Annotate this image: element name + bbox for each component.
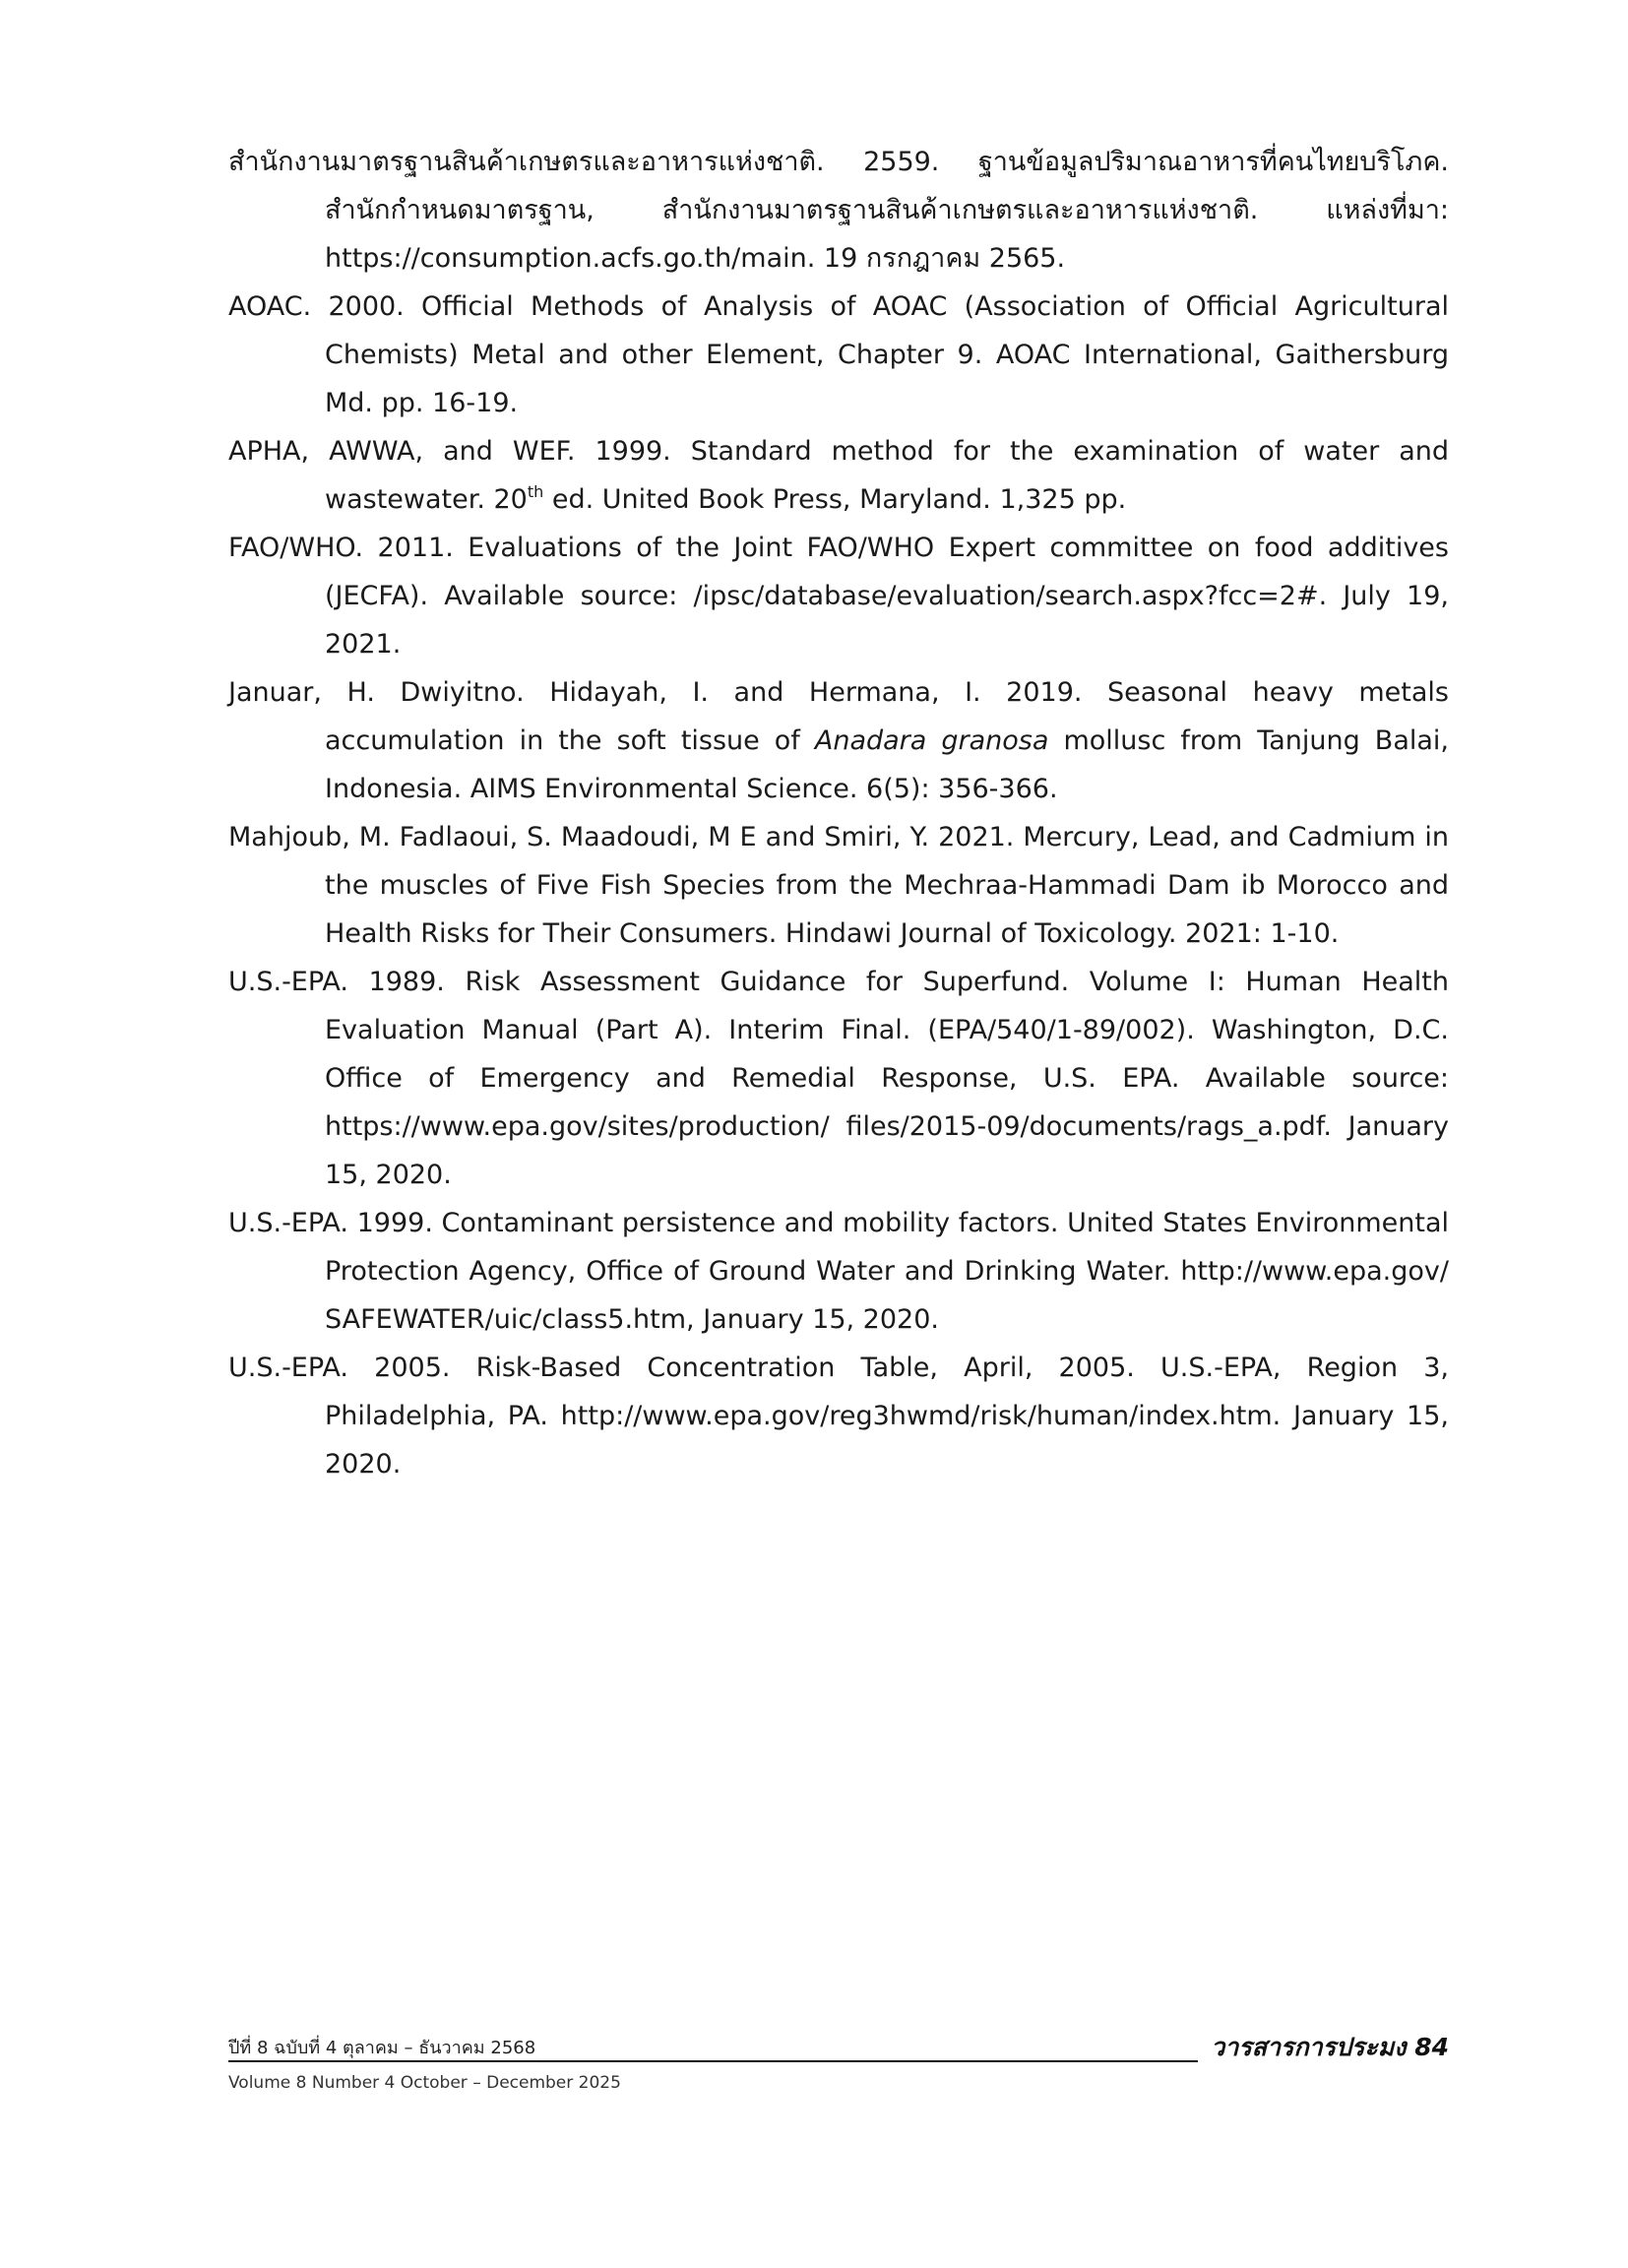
reference-entry-usepa-1999: U.S.-EPA. 1999. Contaminant persistence and mobility factors. United States Environmental Protection Agency, Office of Ground Water and Drinking Water. http://www.epa.gov/ SAFEWATER/uic/class5.htm, January 15, 2020. xyxy=(228,1208,1449,1335)
reference-entry-januar xyxy=(228,668,1449,813)
reference-text: mollusc from Tanjung Balai, Indonesia. AIMS Environmental Science. 6(5): 356-366. xyxy=(325,725,1449,804)
issue-info-english: Volume 8 Number 4 October – December 2025 xyxy=(228,2073,621,2093)
reference-text: APHA, AWWA, and WEF. 1999. Standard method for the examination of water and wastewater. 20 xyxy=(228,436,1449,515)
species-name: Anadara granosa xyxy=(814,725,1049,756)
reference-entry-fao-who: FAO/WHO. 2011. Evaluations of the Joint FAO/WHO Expert committee on food additives (JECFA). Available source: /ipsc/database/evaluation/search.aspx?fcc=2#. July 19, 2021. xyxy=(228,533,1449,660)
superscript-text: th xyxy=(527,482,544,501)
reference-entry-aoac: AOAC. 2000. Official Methods of Analysis of AOAC (Association of Official Agricultural Chemists) Metal and other Element, Chapter 9. AOAC International, Gaithersburg Md. pp. 16-19. xyxy=(228,291,1449,418)
reference-text: Januar, H. Dwiyitno. Hidayah, I. and Hermana, I. 2019. Seasonal heavy metals accumulation in the soft tissue of xyxy=(228,677,1449,756)
reference-entry-usepa-2005: U.S.-EPA. 2005. Risk-Based Concentration Table, April, 2005. U.S.-EPA, Region 3, Philadelphia, PA. http://www.epa.gov/reg3hwmd/risk/human/index.htm. January 15, 2020. xyxy=(228,1353,1449,1480)
reference-entry-apha xyxy=(228,427,1449,524)
page-footer xyxy=(228,2033,1449,2114)
issue-info-thai: ปีที่ 8 ฉบับที่ 4 ตุลาคม – ธันวาคม 2568 xyxy=(228,2036,537,2062)
reference-entry-mahjoub: Mahjoub, M. Fadlaoui, S. Maadoudi, M E and Smiri, Y. 2021. Mercury, Lead, and Cadmium in the muscles of Five Fish Species from the Mechraa-Hammadi Dam ib Morocco and Health Risks for Their Consumers. Hindawi Journal of Toxicology. 2021: 1-10. xyxy=(228,822,1449,949)
reference-entry-usepa-1989: U.S.-EPA. 1989. Risk Assessment Guidance for Superfund. Volume I: Human Health Evaluation Manual (Part A). Interim Final. (EPA/540/1-89/002). Washington, D.C. Office of Emergency and Remedial Response, U.S. EPA. Available source: https://www.epa.gov/sites/production/ files/2015-09/documents/rags_a.pdf. January 15, 2020. xyxy=(228,967,1449,1190)
reference-list xyxy=(228,138,1449,1488)
journal-title-page-number: วารสารการประมง 84 xyxy=(1211,2033,1449,2061)
reference-text: ed. United Book Press, Maryland. 1,325 pp. xyxy=(543,484,1127,515)
reference-entry-acfs: สำนักงานมาตรฐานสินค้าเกษตรและอาหารแห่งชาติ. 2559. ฐานข้อมูลปริมาณอาหารที่คนไทยบริโภค. สำนักกำหนดมาตรฐาน, สำนักงานมาตรฐานสินค้าเกษตรและอาหารแห่งชาติ. แหล่งที่มา: https://consumption.acfs.go.th/main. 19 กรกฎาคม 2565. xyxy=(228,147,1449,274)
